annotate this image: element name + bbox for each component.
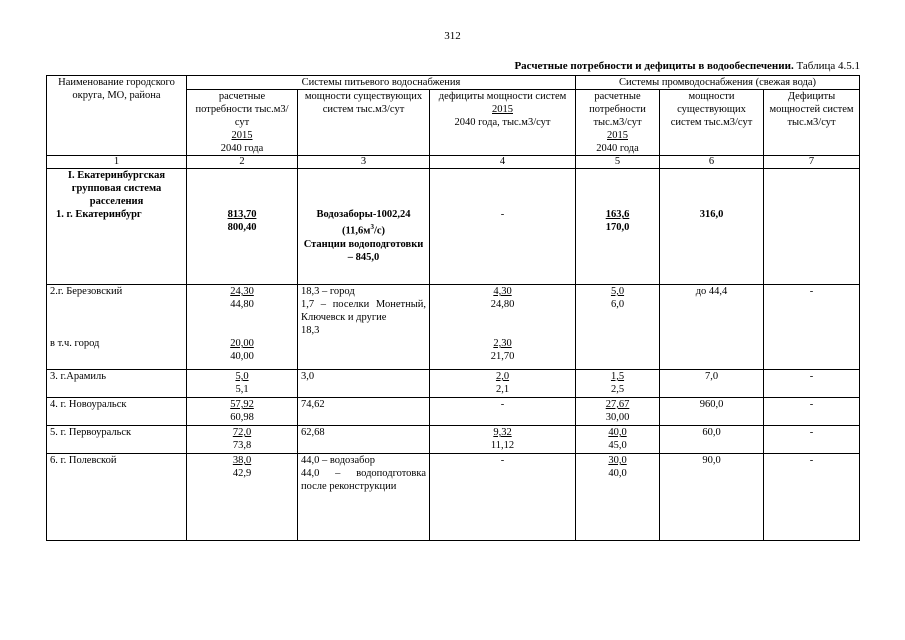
row-name: 2.г. Березовский в т.ч. город	[47, 285, 187, 370]
capacity-industrial: 316,0	[660, 169, 764, 285]
row-name: I. Екатеринбургская групповая система расселения 1. г. Екатеринбург	[47, 169, 187, 285]
demand-drinking: 38,0 42,9	[187, 454, 298, 541]
table-row	[47, 398, 860, 426]
demand-industrial: 40,0 45,0	[576, 426, 660, 454]
table-caption	[514, 60, 860, 72]
deficit-drinking: 2,0 2,1	[430, 370, 576, 398]
col-number-2: 2	[187, 156, 298, 169]
header-capacity-drinking: мощности существующих систем тыс.м3/сут	[298, 90, 430, 156]
demand-drinking: 24,30 44,80 20,00 40,00	[187, 285, 298, 370]
capacity-industrial: 60,0	[660, 426, 764, 454]
col-number-4: 4	[430, 156, 576, 169]
row-name: 6. г. Полевской	[47, 454, 187, 541]
deficit-industrial: -	[764, 426, 860, 454]
table-row	[47, 454, 860, 541]
table-row	[47, 426, 860, 454]
capacity-industrial: 90,0	[660, 454, 764, 541]
capacity-industrial: 7,0	[660, 370, 764, 398]
caption-table-number: Таблица 4.5.1	[793, 60, 860, 72]
water-supply-table	[46, 75, 860, 541]
header-capacity-industrial: мощности существующих систем тыс.м3/сут	[660, 90, 764, 156]
demand-drinking: 5,0 5,1	[187, 370, 298, 398]
header-deficit-industrial: Дефициты мощностей систем тыс.м3/сут	[764, 90, 860, 156]
table-row	[47, 169, 860, 285]
table-row	[47, 370, 860, 398]
col-number-1: 1	[47, 156, 187, 169]
header-name: Наименование городского округа, МО, района	[47, 76, 187, 156]
deficit-industrial	[764, 169, 860, 285]
deficit-drinking: 9,32 11,12	[430, 426, 576, 454]
demand-industrial: 30,0 40,0	[576, 454, 660, 541]
col-number-5: 5	[576, 156, 660, 169]
row-name: 5. г. Первоуральск	[47, 426, 187, 454]
header-demand-drinking: расчетные потребности тыс.м3/сут 2015 2040 года	[187, 90, 298, 156]
capacity-drinking: 62,68	[298, 426, 430, 454]
header-row-groups	[47, 76, 860, 90]
capacity-industrial: до 44,4	[660, 285, 764, 370]
row-name: 3. г.Арамиль	[47, 370, 187, 398]
capacity-drinking: 18,3 – город 1,7 – поселки Монетный, Ключевск и другие 18,3	[298, 285, 430, 370]
demand-industrial: 1,5 2,5	[576, 370, 660, 398]
demand-industrial: 5,0 6,0	[576, 285, 660, 370]
deficit-industrial: -	[764, 285, 860, 370]
demand-industrial: 27,67 30,00	[576, 398, 660, 426]
header-deficit-drinking: дефициты мощности систем 2015 2040 года, тыс.м3/сут	[430, 90, 576, 156]
header-demand-industrial: расчетные потребности тыс.м3/сут 2015 2040 года	[576, 90, 660, 156]
capacity-drinking: Водозаборы-1002,24 $(11,6м^3/с)$ Станции водоподготовки – 845,0	[298, 169, 430, 285]
header-drinking-water: Системы питьевого водоснабжения	[187, 76, 576, 90]
col-number-6: 6	[660, 156, 764, 169]
table-row	[47, 285, 860, 370]
deficit-industrial: -	[764, 398, 860, 426]
header-industrial-water: Системы промводоснабжения (свежая вода)	[576, 76, 860, 90]
demand-drinking: 813,70 800,40	[187, 169, 298, 285]
caption-title: Расчетные потребности и дефициты в водообеспечении.	[514, 60, 794, 72]
column-numbers-row	[47, 156, 860, 169]
capacity-drinking: 3,0	[298, 370, 430, 398]
capacity-drinking: 44,0 – водозабор 44,0 – водоподготовка после реконструкции	[298, 454, 430, 541]
page-number: 312	[444, 30, 461, 42]
capacity-industrial: 960,0	[660, 398, 764, 426]
deficit-industrial: -	[764, 454, 860, 541]
demand-drinking: 57,92 60,98	[187, 398, 298, 426]
deficit-industrial: -	[764, 370, 860, 398]
col-number-3: 3	[298, 156, 430, 169]
row-name: 4. г. Новоуральск	[47, 398, 187, 426]
col-number-7: 7	[764, 156, 860, 169]
capacity-drinking: 74,62	[298, 398, 430, 426]
deficit-drinking: -	[430, 454, 576, 541]
demand-industrial: 163,6 170,0	[576, 169, 660, 285]
deficit-drinking: 4,30 24,80 2,30 21,70	[430, 285, 576, 370]
deficit-drinking: -	[430, 398, 576, 426]
deficit-drinking: -	[430, 169, 576, 285]
demand-drinking: 72,0 73,8	[187, 426, 298, 454]
